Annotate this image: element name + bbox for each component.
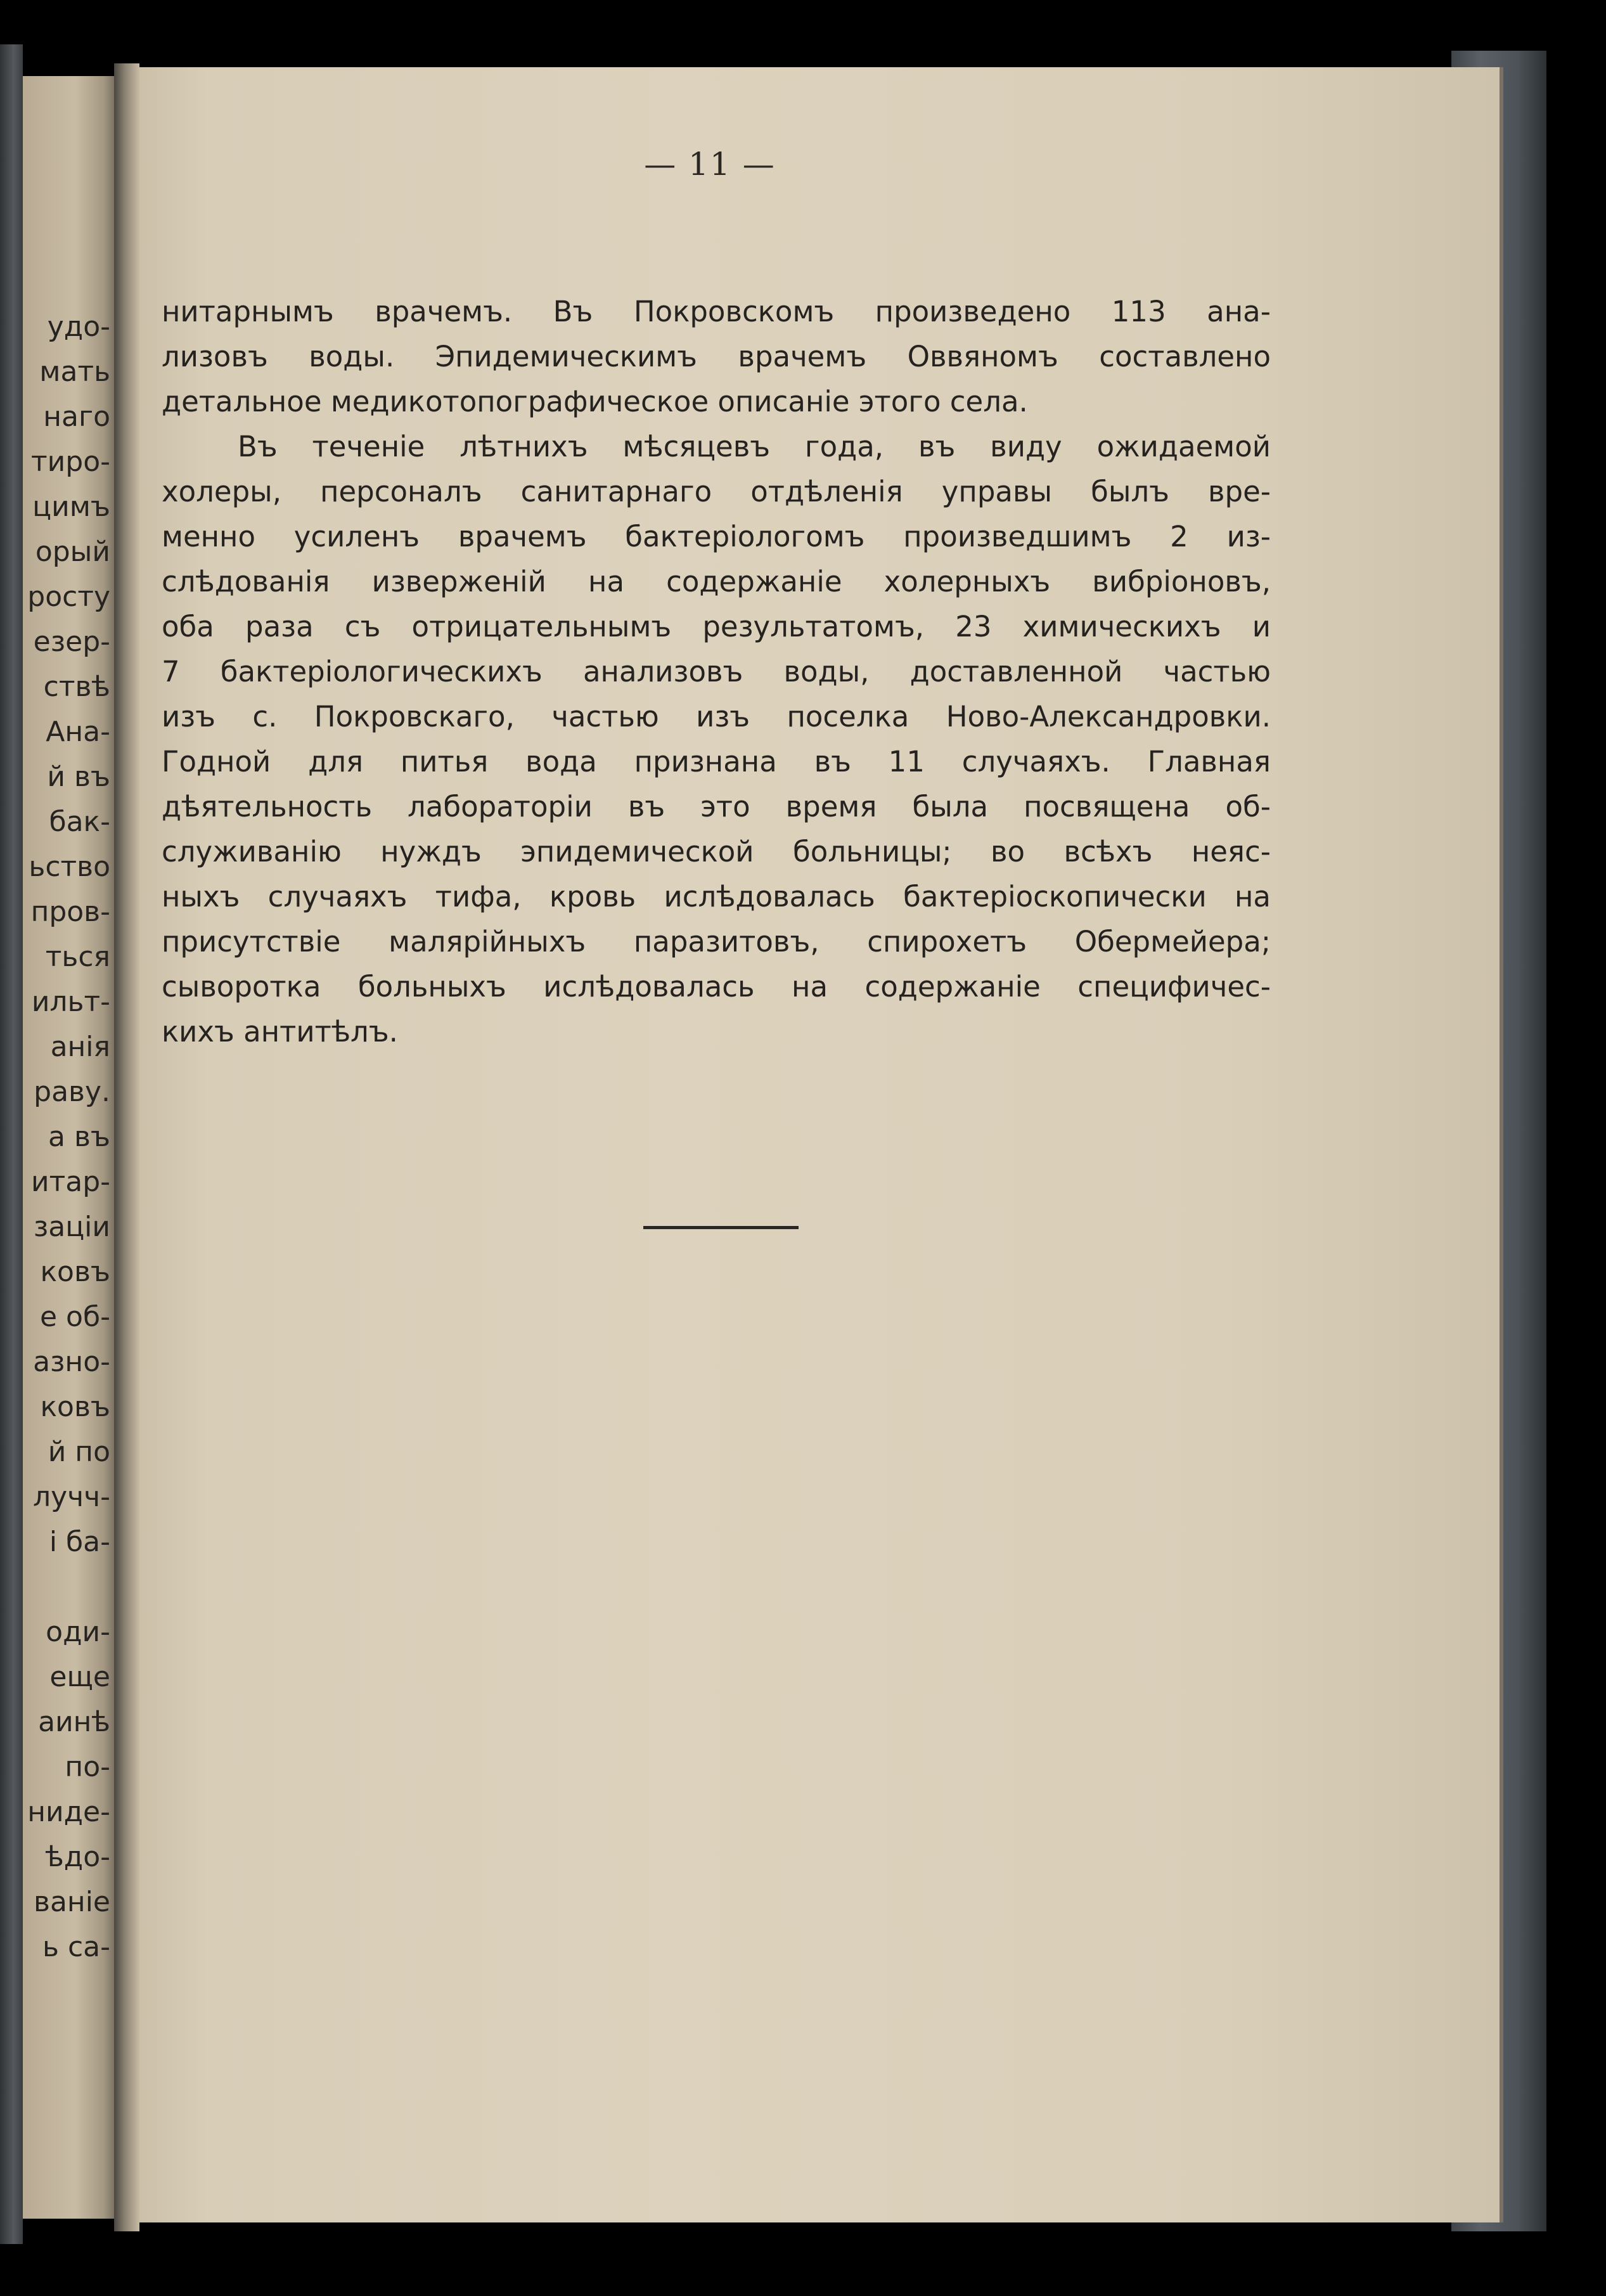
- text-line: детальное медикотопографическое описаніе этого села.: [162, 385, 1028, 418]
- left-page-line: азно-: [33, 1346, 110, 1378]
- left-page-line: тиро-: [31, 446, 110, 478]
- left-page-line: ниде-: [27, 1796, 110, 1828]
- left-page-line: орый: [35, 536, 110, 568]
- left-page-line: лучч-: [32, 1481, 110, 1513]
- left-page-line: і ба-: [49, 1526, 110, 1558]
- left-page-line: ковъ: [40, 1256, 110, 1288]
- left-page-line: анія: [50, 1031, 110, 1063]
- left-page-line: итар-: [31, 1166, 110, 1198]
- left-page-line: цимъ: [32, 491, 110, 523]
- page-number: — 11 —: [644, 146, 776, 183]
- left-page-line: зацiи: [33, 1211, 110, 1243]
- left-page-line-fragments: [27, 304, 110, 1970]
- page-gutter: [114, 63, 139, 2231]
- text-line: лизовъ воды. Эпидемическимъ врачемъ Оввяномъ составлено: [162, 340, 1271, 373]
- text-line: нитарнымъ врачемъ. Въ Покровскомъ произведено 113 ана-: [162, 295, 1271, 328]
- left-page-line: Ана-: [46, 716, 110, 748]
- left-facing-page: [23, 76, 118, 2219]
- left-page-line: ковъ: [40, 1391, 110, 1423]
- left-page-line: удо-: [47, 311, 110, 343]
- section-divider-rule: [643, 1226, 799, 1229]
- left-page-line: ствѣ: [43, 671, 110, 703]
- text-line: сыворотка больныхъ ислѣдовалась на содержаніе специфичес-: [162, 970, 1271, 1003]
- left-page-line: а въ: [48, 1121, 110, 1153]
- text-line: присутствіе малярійныхъ паразитовъ, спирохетъ Обермейера;: [162, 925, 1271, 958]
- left-page-line: ьство: [29, 851, 110, 883]
- text-line: дѣятельность лабораторіи въ это время была посвящена об-: [162, 790, 1271, 823]
- left-page-line: й по: [48, 1436, 110, 1468]
- text-line: холеры, персоналъ санитарнаго отдѣленія управы былъ вре-: [162, 475, 1271, 508]
- text-line: изъ с. Покровскаго, частью изъ поселка Ново-Александровки.: [162, 700, 1271, 733]
- left-page-line: ться: [45, 941, 110, 973]
- text-line: слѣдованія изверженій на содержаніе холерныхъ вибріоновъ,: [162, 565, 1271, 598]
- text-line: менно усиленъ врачемъ бактеріологомъ произведшимъ 2 из-: [162, 520, 1271, 553]
- left-page-line: ильт-: [31, 986, 110, 1018]
- left-book-board: [0, 44, 23, 2244]
- text-line: оба раза съ отрицательнымъ результатомъ, 23 химическихъ и: [162, 610, 1271, 643]
- left-page-line: оди-: [46, 1616, 110, 1648]
- left-page-line: мать: [39, 356, 110, 388]
- left-page-line: ь са-: [42, 1931, 110, 1963]
- page-text: [162, 289, 1271, 1054]
- left-page-line: ѣдо-: [45, 1841, 110, 1873]
- left-page-line: наго: [43, 401, 110, 433]
- left-page-line: ваніе: [34, 1886, 110, 1918]
- left-page-line: росту: [27, 581, 110, 613]
- left-page-line: й въ: [47, 761, 110, 793]
- left-page-line: [27, 1564, 110, 1609]
- left-page-line: пров-: [30, 896, 110, 928]
- text-line: Въ теченіе лѣтнихъ мѣсяцевъ года, въ виду ожидаемой: [238, 430, 1271, 463]
- left-page-line: езер-: [33, 626, 110, 658]
- text-line: кихъ антитѣлъ.: [162, 1015, 398, 1048]
- left-page-line: по-: [65, 1751, 110, 1783]
- text-line: Годной для питья вода признана въ 11 случаяхъ. Главная: [162, 745, 1271, 778]
- text-line: ныхъ случаяхъ тифа, кровь ислѣдовалась бактеріоскопически на: [162, 880, 1271, 913]
- text-line: служиванію нуждъ эпидемической больницы; во всѣхъ неяс-: [162, 835, 1271, 868]
- left-page-line: раву.: [34, 1076, 110, 1108]
- left-page-line: е об-: [40, 1301, 110, 1333]
- left-page-line: бак-: [49, 806, 110, 838]
- text-line: 7 бактеріологическихъ анализовъ воды, доставленной частью: [162, 655, 1271, 688]
- left-page-line: еще: [49, 1661, 110, 1693]
- left-page-line: аинѣ: [38, 1706, 110, 1738]
